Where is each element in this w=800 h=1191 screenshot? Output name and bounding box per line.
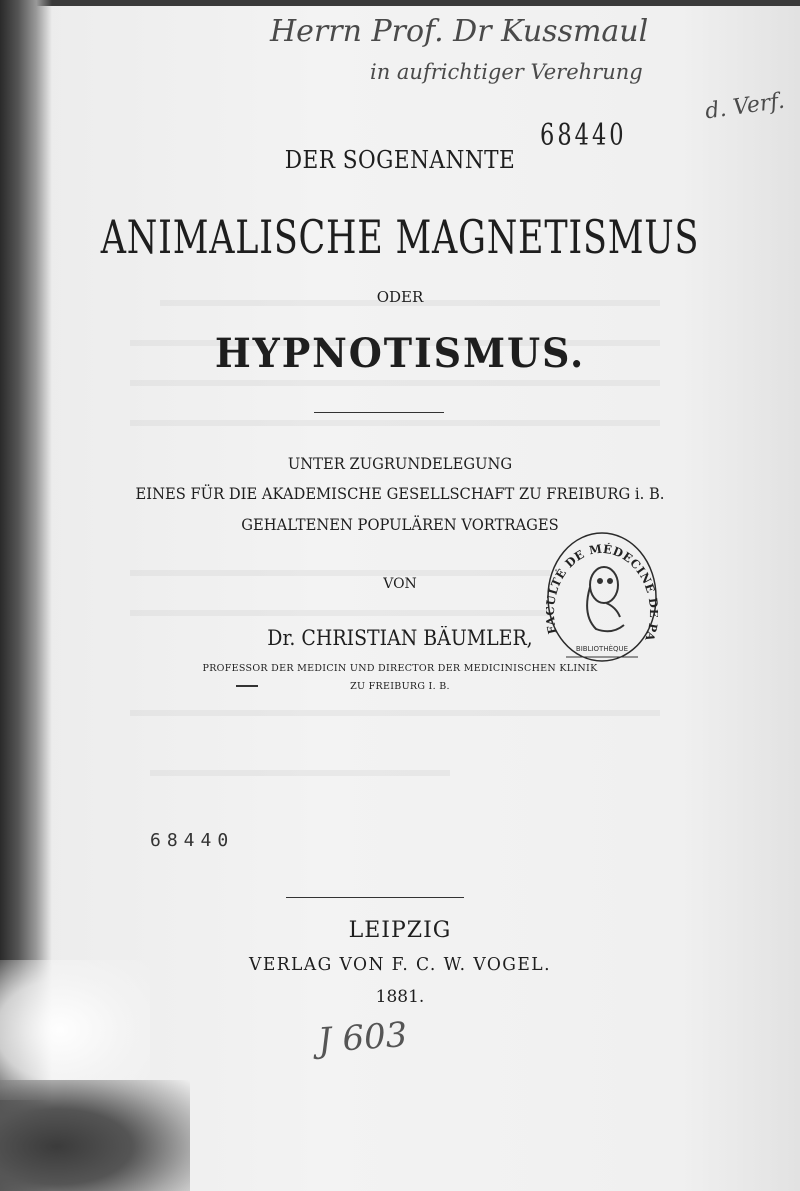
author-title-line2: ZU FREIBURG I. B.: [350, 681, 450, 692]
bleed-through: [150, 770, 450, 776]
stamp-text: LTÉ DE MÉDECINE A: [546, 541, 658, 644]
stamp-bottom-text: BIBLIOTHÈQUE: [575, 645, 629, 653]
von-label: VON: [383, 576, 417, 592]
bleed-through: [130, 420, 660, 426]
imprint-publisher: VERLAG VON F. C. W. VOGEL.: [249, 954, 551, 975]
stamp-graphic: [546, 525, 658, 663]
title-line2: ANIMALISCHE MAGNETISMUS: [100, 210, 700, 264]
title-line3: ODER: [376, 288, 424, 306]
subtitle-line1: UNTER ZUGRUNDELEGUNG: [287, 454, 513, 473]
accession-number-mid: 68440: [150, 830, 235, 851]
small-dash: [236, 685, 258, 687]
imprint-city: LEIPZIG: [348, 918, 452, 943]
imprint-divider: [286, 897, 464, 898]
title-line4: HYPNOTISMUS.: [214, 330, 586, 377]
torn-paper: [0, 960, 150, 1100]
title-divider: [314, 412, 444, 413]
bleed-through: [130, 710, 660, 716]
author-name: Dr. CHRISTIAN BÄUMLER,: [267, 626, 533, 650]
subtitle-line3: GEHALTENEN POPULÄREN VORTRAGES: [241, 515, 559, 534]
author-title-line1: PROFESSOR DER MEDICIN UND DIRECTOR DER MEDICINISCHEN KLINIK: [202, 663, 598, 674]
bleed-through: [130, 380, 660, 386]
inscription-line2: in aufrichtiger Verehrung: [370, 60, 643, 84]
shelfmark: J 603: [316, 1014, 409, 1062]
subtitle-line2: EINES FÜR DIE AKADEMISCHE GESELLSCHAFT ZU FREIBURG i. B.: [135, 484, 665, 503]
svg-text:FACULTÉ DE MÉDECINE DE PARIS: [546, 525, 658, 644]
library-stamp: [546, 525, 658, 663]
accession-number-top: 68440: [540, 118, 627, 153]
title-line1: DER SOGENANNTE: [284, 146, 516, 174]
page-top-edge: [0, 0, 800, 6]
imprint-year: 1881.: [375, 987, 425, 1007]
stamp-portrait: [587, 567, 624, 631]
inscription-line3: d. Verf.: [703, 88, 787, 125]
bleed-through: [130, 610, 550, 616]
stain: [0, 1080, 190, 1191]
inscription-line1: Herrn Prof. Dr Kussmaul: [270, 14, 649, 49]
